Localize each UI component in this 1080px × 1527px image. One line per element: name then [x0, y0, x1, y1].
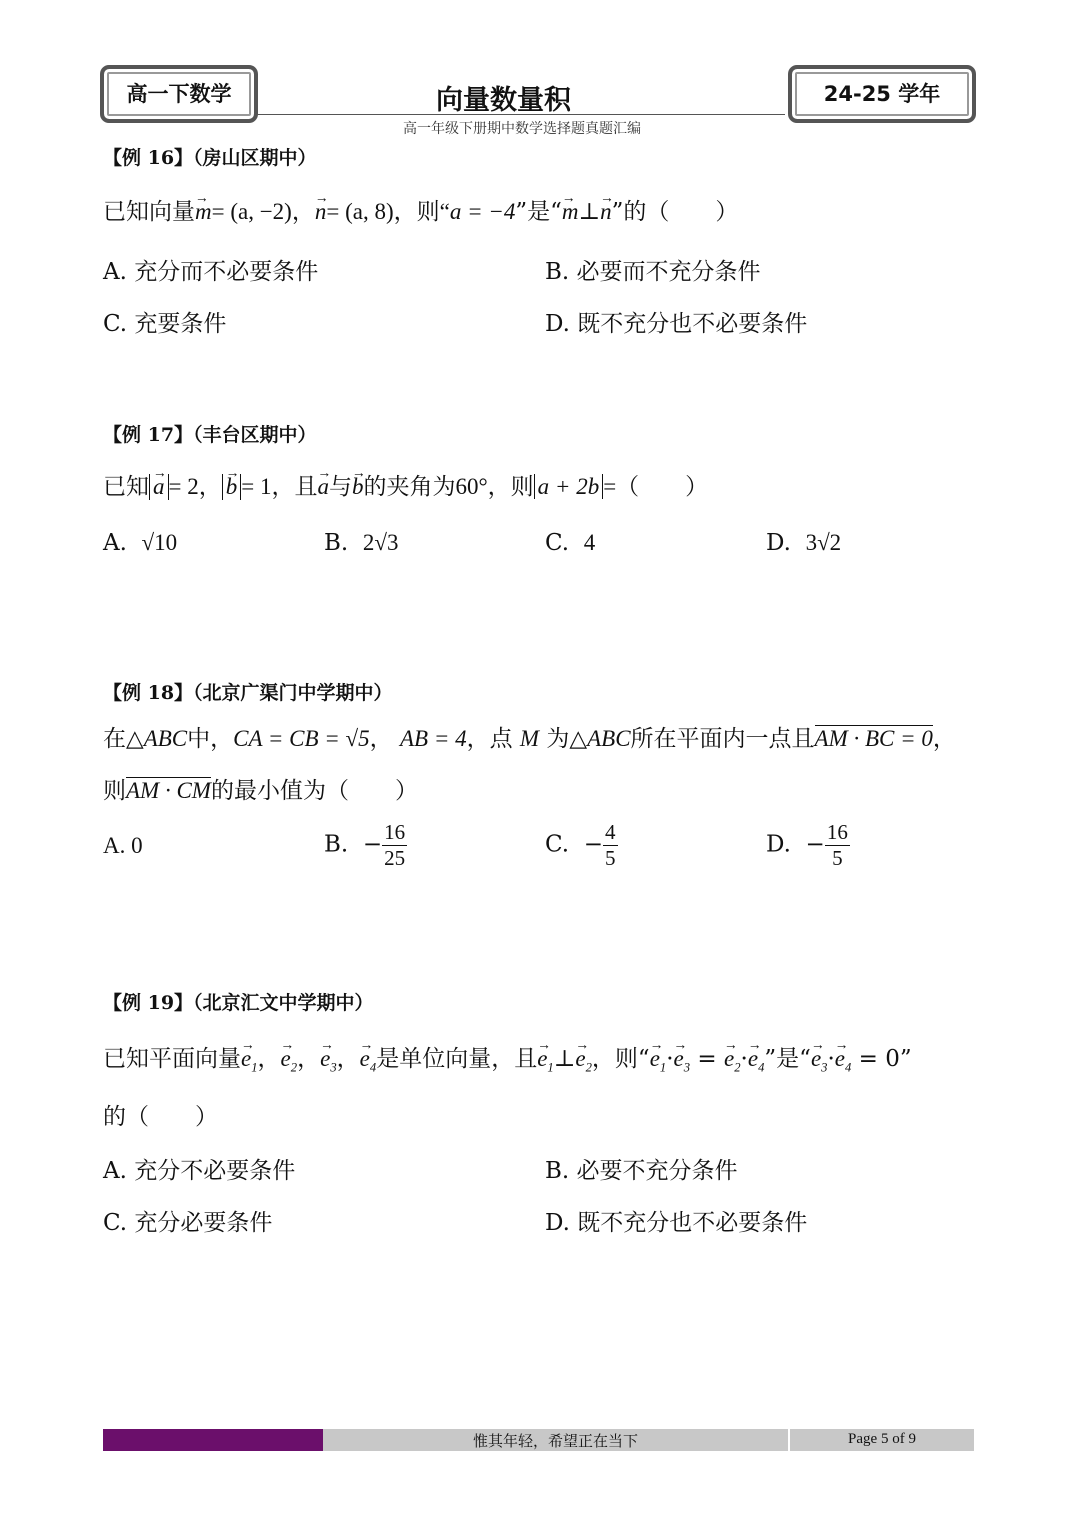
q18-dot: AM · BC = 0: [814, 726, 933, 751]
q19-e2b: → $e_2$: [575, 1046, 592, 1076]
q17-t3: = 1，且: [241, 474, 318, 499]
q17-t9: =（ ）: [603, 474, 709, 499]
q18-t1: 在: [103, 726, 126, 752]
q18-t5: 为: [546, 726, 570, 752]
q17-a-letter: A.: [103, 530, 127, 556]
q18-b-den: 25: [384, 846, 406, 871]
example-18-label: 【例 18】（北京广渠门中学期中）: [103, 682, 393, 704]
q19-e4: → $e_4$: [360, 1046, 377, 1076]
q16-vec-m: → m: [195, 199, 212, 225]
q17-option-b: [324, 530, 398, 556]
q17-c-letter: C.: [545, 530, 570, 556]
q19-e3: → $e_3$: [320, 1046, 337, 1076]
q18-d-frac: [825, 820, 850, 871]
q18-l2-dot: AM · CM: [126, 778, 211, 803]
q18-eq: CA = CB = √5: [233, 726, 370, 751]
q17-option-d: [766, 530, 841, 556]
q16-vec-n: → n: [315, 199, 327, 225]
q18-ab: AB = 4: [399, 726, 467, 751]
q17-t5: 的夹角为: [363, 474, 456, 500]
example-16-label: 【例 16】（房山区期中）: [103, 147, 317, 169]
q19-e4d: → $e_4$: [835, 1046, 852, 1076]
q18-c-frac: [603, 820, 618, 871]
q16-option-a: A. 充分而不必要条件: [103, 259, 319, 285]
q19-option-b: B. 必要不充分条件: [545, 1158, 738, 1184]
q18-t2: 中，: [187, 726, 234, 752]
header-left-box: [100, 65, 258, 123]
q16-perp: ⊥: [578, 199, 601, 225]
q17-t4: 与: [328, 474, 352, 500]
page-subtitle: 高一年级下册期中数学选择题真题汇编: [403, 121, 641, 137]
q17-b-value: 2√3: [362, 530, 399, 555]
q17-d-letter: D.: [766, 530, 791, 556]
q16-option-c: C. 充要条件: [103, 311, 227, 337]
q17-option-a: [103, 530, 177, 556]
q18-d-letter: D.: [766, 831, 791, 858]
q17-option-c: [545, 530, 595, 556]
header-right-label: 24-25 学年: [823, 82, 941, 106]
example-16-question: [103, 193, 738, 226]
q17-vec-a: → a: [153, 474, 165, 500]
q18-d-num: 16: [825, 820, 850, 846]
q17-c-value: 4: [583, 530, 596, 555]
q18-b-num: 16: [382, 820, 407, 846]
q18-c-letter: C.: [545, 831, 570, 858]
q17-abs-b: [222, 474, 242, 500]
q18-option-a: A. 0: [103, 833, 143, 858]
q18-M: M: [519, 726, 540, 751]
q19-e4c: → $e_4$: [748, 1046, 765, 1076]
q18-d-den: 5: [832, 846, 843, 871]
q17-a-value: √10: [141, 530, 178, 555]
q17-t7: ，则: [487, 474, 534, 500]
q16-option-d: D. 既不充分也不必要条件: [545, 311, 808, 337]
q17-vec-b2: → b: [352, 474, 364, 500]
q18-tri: △ABC: [126, 726, 188, 751]
q18-option-b: B. − $\frac{16}{25}$: [324, 820, 406, 871]
q19-e1c: → $e_1$: [650, 1046, 667, 1076]
q16-eq1: = (a, −2)，: [211, 199, 315, 224]
q17-d-value: 3√2: [805, 530, 842, 555]
q17-b-letter: B.: [324, 530, 349, 556]
q17-t2: = 2，: [168, 474, 222, 499]
footer-page-number: Page 5 of 9: [848, 1431, 916, 1447]
q16-text-a: 已知向量: [103, 199, 195, 225]
q18-l2-a: 则: [103, 778, 126, 804]
header-right-box: [788, 65, 976, 123]
q19-e2c: → $e_2$: [724, 1046, 741, 1076]
q19-e1b: → $e_1$: [537, 1046, 554, 1076]
q19-e3d: → $e_3$: [811, 1046, 828, 1076]
q18-t7: ，: [932, 726, 956, 752]
q17-vec-b: → b: [226, 474, 238, 500]
q16-vec-m2: → m: [562, 199, 579, 225]
page-title: 向量数量积: [436, 85, 571, 116]
example-18-line1: [103, 720, 956, 753]
q16-option-b: B. 必要而不充分条件: [545, 259, 761, 285]
q17-t1: 已知: [103, 474, 149, 500]
q16-vec-n2: → n: [600, 199, 612, 225]
q18-c-num: 4: [603, 820, 618, 846]
example-17-label: 【例 17】（丰台区期中）: [103, 424, 317, 446]
q18-t6: 所在平面内一点且: [630, 726, 815, 752]
q19-t2: 是单位向量，且: [376, 1046, 538, 1072]
q17-abs-a: [149, 474, 169, 500]
q17-sum: a + 2b: [534, 474, 604, 499]
q16-eq2: = (a, 8)，则“: [326, 199, 450, 224]
q16-end: ”的（ ）: [611, 199, 739, 225]
q18-b-letter: B.: [324, 831, 349, 858]
q18-option-c: C. − $\frac{4}{5}$: [545, 820, 616, 871]
q19-t3: ，则“: [591, 1046, 650, 1072]
q19-option-d: D. 既不充分也不必要条件: [545, 1210, 808, 1236]
q19-e3c: → $e_3$: [674, 1046, 691, 1076]
example-19-line1: 已知平面向量→ $e_1$，→ $e_2$，→ $e_3$，→ $e_4$是单位向量，且→ $e_1\perp\to e_2$，则“→ $e_1\cdot\to e_3$ = → $e_2\cdot\to e_4$”是“→ $e_3\cdot\to e_4 = 0$”: [103, 1040, 912, 1076]
example-19-line2: 的（ ）: [103, 1104, 218, 1130]
footer-motto: 惟其年轻，希望正在当下: [472, 1432, 638, 1450]
q16-cond: a = −4: [449, 199, 516, 224]
header-left-label: 高一下数学: [126, 82, 232, 106]
q17-vec-a2: → a: [317, 474, 329, 500]
q17-angle: 60°: [455, 474, 488, 499]
example-18-line2: [103, 772, 418, 805]
footer-accent-bar: [103, 1429, 323, 1451]
q19-option-a: A. 充分不必要条件: [103, 1158, 296, 1184]
q18-l2-b: 的最小值为（ ）: [210, 778, 418, 804]
q19-t5: ”: [899, 1046, 912, 1072]
q18-t3: ，: [369, 726, 393, 752]
q18-c-den: 5: [605, 846, 616, 871]
q19-e1: → $e_1$: [241, 1046, 258, 1076]
q19-t1: 已知平面向量: [103, 1046, 241, 1072]
example-17-question: [103, 468, 708, 501]
q18-tri2: △ABC: [569, 726, 631, 751]
q18-t4: ，点: [466, 726, 513, 752]
q18-b-frac: [382, 820, 407, 871]
q18-option-d: D. − $\frac{16}{5}$: [766, 820, 848, 871]
example-19-label: 【例 19】（北京汇文中学期中）: [103, 992, 374, 1014]
q19-t4: ”是“: [764, 1046, 811, 1072]
q16-mid: ”是“: [515, 199, 562, 225]
q19-e2: → $e_2$: [281, 1046, 298, 1076]
q19-option-c: C. 充分必要条件: [103, 1210, 273, 1236]
